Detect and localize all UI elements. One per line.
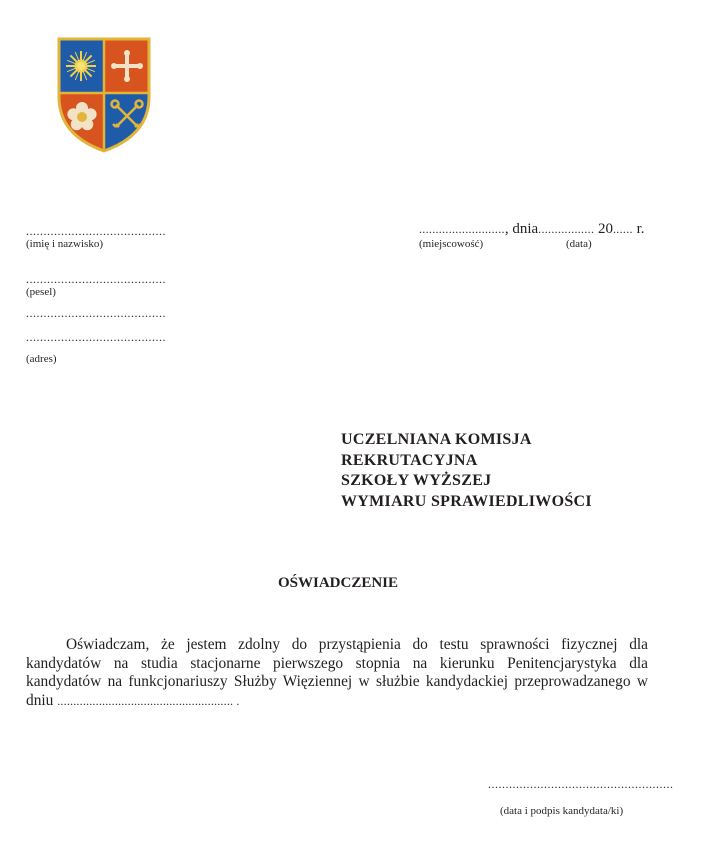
- address-dotted-line-1[interactable]: ........................................: [26, 306, 166, 320]
- sun-icon: [66, 51, 96, 81]
- addressee-line: SZKOŁY WYŻSZEJ: [341, 472, 492, 489]
- date-caption: (data): [566, 238, 592, 250]
- statement-body: [26, 636, 648, 710]
- name-caption: (imię i nazwisko): [26, 238, 103, 250]
- pesel-caption: (pesel): [26, 286, 56, 298]
- address-caption: (adres): [26, 353, 57, 365]
- place-date-line: [419, 220, 644, 238]
- year-dotted-field[interactable]: ......: [613, 222, 633, 236]
- name-dotted-line[interactable]: ........................................: [26, 224, 166, 238]
- dnia-label: , dnia: [504, 221, 539, 237]
- year-suffix: r.: [632, 221, 645, 237]
- place-caption: (miejscowość): [419, 238, 484, 250]
- statement-date-dotted-field[interactable]: ....................................................... .: [57, 693, 240, 708]
- date-dotted-field[interactable]: .................: [538, 222, 595, 236]
- addressee-line: WYMIARU SPRAWIEDLIWOŚCI: [341, 492, 592, 510]
- coat-of-arms-icon: [56, 35, 152, 153]
- addressee-line: UCZELNIANA KOMISJA: [341, 431, 532, 448]
- statement-text: Oświadczam, że jestem zdolny do przystąpienia do testu sprawności fizycznej dla kandydatów na studia stacjonarne pierwszego stopnia na kierunku Penitencjarystyka dla kandydatów na funkcjonariuszy Służby Więziennej w służbie kandydackiej przeprowadzanego w dniu: [26, 636, 648, 709]
- addressee-block: [341, 430, 592, 512]
- signature-caption: (data i podpis kandydata/ki): [500, 805, 624, 817]
- address-dotted-line-2[interactable]: ........................................: [26, 330, 166, 344]
- university-logo: [56, 35, 152, 153]
- document-title: OŚWIADCZENIE: [278, 575, 399, 591]
- place-dotted-field[interactable]: ..........................: [419, 222, 505, 236]
- signature-dotted-line[interactable]: .....................................................: [488, 777, 674, 791]
- year-prefix: 20: [594, 221, 613, 237]
- addressee-line: REKRUTACYJNA: [341, 451, 478, 469]
- pesel-dotted-line[interactable]: ........................................: [26, 272, 166, 286]
